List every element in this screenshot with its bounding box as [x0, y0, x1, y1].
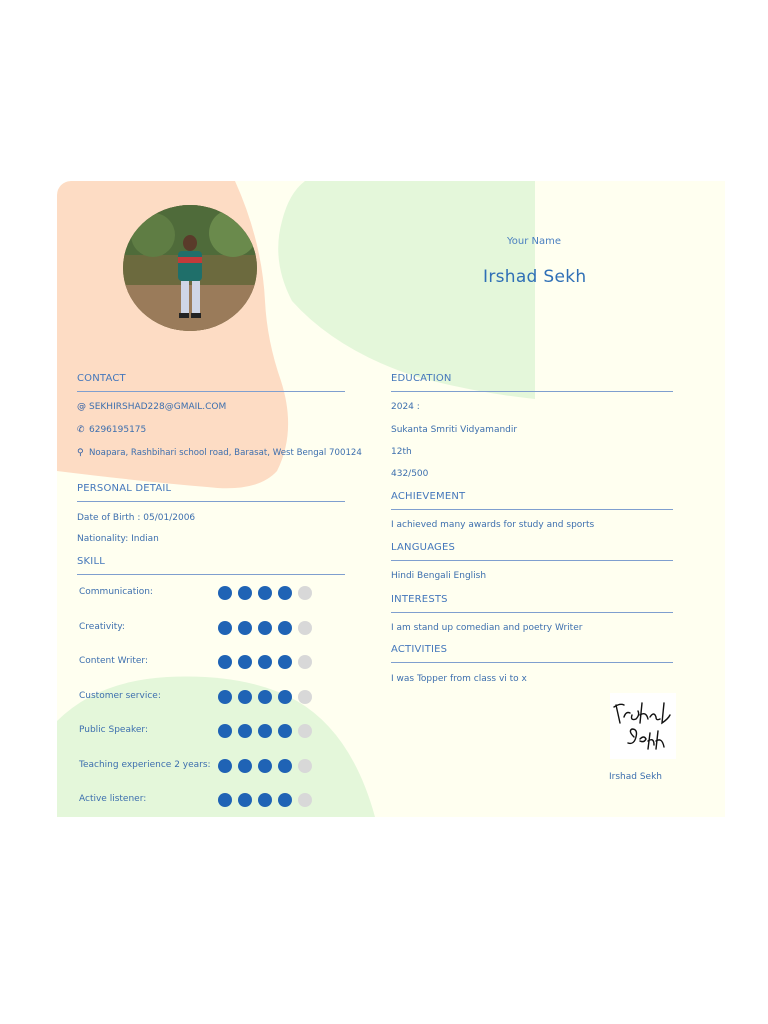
rating-dot-filled — [238, 690, 252, 704]
rating-dot-filled — [258, 690, 272, 704]
date-of-birth: Date of Birth : 05/01/2006 — [77, 513, 196, 523]
achievement-text: I achieved many awards for study and sports — [391, 520, 595, 530]
rating-dot-filled — [258, 621, 272, 635]
interests-text: I am stand up comedian and poetry Writer — [391, 623, 583, 633]
rating-dot-filled — [218, 724, 232, 738]
at-icon: @ — [77, 402, 86, 412]
rating-dot-filled — [278, 759, 292, 773]
rating-dot-filled — [218, 586, 232, 600]
rating-dot-filled — [218, 621, 232, 635]
contact-address-line — [77, 448, 362, 458]
skill-label: Active listener: — [79, 794, 147, 804]
nationality: Nationality: Indian — [77, 534, 159, 544]
interests-heading: INTERESTS — [391, 594, 448, 605]
divider — [391, 612, 673, 613]
rating-dot-filled — [238, 759, 252, 773]
rating-dot-filled — [238, 621, 252, 635]
skill-row — [79, 620, 329, 636]
education-heading: EDUCATION — [391, 373, 452, 384]
skill-row — [79, 585, 329, 601]
education-grade: 12th — [391, 447, 412, 457]
achievement-heading: ACHIEVEMENT — [391, 491, 466, 502]
rating-dot-empty — [298, 759, 312, 773]
divider — [391, 560, 673, 561]
skill-label: Public Speaker: — [79, 725, 148, 735]
skill-rating — [218, 723, 318, 742]
contact-email: SEKHIRSHAD228@GMAIL.COM — [89, 402, 227, 412]
rating-dot-filled — [278, 793, 292, 807]
education-school: Sukanta Smriti Vidyamandir — [391, 425, 518, 435]
languages-text: Hindi Bengali English — [391, 571, 487, 581]
skill-label: Communication: — [79, 587, 153, 597]
location-pin-icon: ⚲ — [77, 448, 84, 458]
rating-dot-empty — [298, 724, 312, 738]
divider — [391, 509, 673, 510]
skill-rating — [218, 585, 318, 604]
skill-row — [79, 792, 329, 808]
rating-dot-empty — [298, 655, 312, 669]
contact-email-line — [77, 402, 226, 412]
full-name: Irshad Sekh — [483, 267, 587, 287]
skill-rating — [218, 620, 318, 639]
contact-address: Noapara, Rashbihari school road, Barasat, West Bengal 700124 — [89, 448, 362, 458]
signature-caption: Irshad Sekh — [609, 772, 663, 782]
rating-dot-filled — [278, 690, 292, 704]
rating-dot-filled — [278, 655, 292, 669]
skill-label: Content Writer: — [79, 656, 148, 666]
skill-row — [79, 689, 329, 705]
rating-dot-filled — [238, 724, 252, 738]
rating-dot-filled — [258, 724, 272, 738]
contact-heading: CONTACT — [77, 373, 126, 384]
rating-dot-filled — [258, 655, 272, 669]
skill-row — [79, 723, 329, 739]
skill-heading: SKILL — [77, 556, 105, 567]
rating-dot-empty — [298, 621, 312, 635]
name-label: Your Name — [507, 236, 562, 247]
skill-rating — [218, 689, 318, 708]
rating-dot-filled — [218, 690, 232, 704]
education-year: 2024 : — [391, 402, 420, 412]
rating-dot-filled — [278, 621, 292, 635]
signature-image — [610, 693, 676, 759]
rating-dot-empty — [298, 586, 312, 600]
skill-label: Teaching experience 2 years: — [79, 759, 211, 770]
skill-rating — [218, 654, 318, 673]
activities-text: I was Topper from class vi to x — [391, 674, 527, 684]
skill-row — [79, 654, 329, 670]
divider — [77, 501, 345, 502]
personal-heading: PERSONAL DETAIL — [77, 483, 172, 494]
rating-dot-filled — [218, 759, 232, 773]
rating-dot-filled — [218, 655, 232, 669]
rating-dot-filled — [278, 724, 292, 738]
skill-rating — [218, 758, 318, 777]
rating-dot-empty — [298, 793, 312, 807]
rating-dot-filled — [258, 793, 272, 807]
skill-label: Creativity: — [79, 621, 125, 632]
rating-dot-filled — [238, 586, 252, 600]
rating-dot-filled — [238, 655, 252, 669]
divider — [391, 662, 673, 663]
contact-phone: 6296195175 — [89, 425, 147, 435]
phone-icon: ✆ — [77, 425, 85, 435]
languages-heading: LANGUAGES — [391, 542, 456, 553]
divider — [77, 391, 345, 392]
rating-dot-filled — [218, 793, 232, 807]
rating-dot-filled — [278, 586, 292, 600]
skill-rating — [218, 792, 318, 811]
profile-photo — [123, 205, 257, 331]
resume-page — [57, 181, 725, 817]
contact-phone-line — [77, 425, 146, 435]
divider — [391, 391, 673, 392]
divider — [77, 574, 345, 575]
rating-dot-empty — [298, 690, 312, 704]
skill-label: Customer service: — [79, 690, 161, 701]
rating-dot-filled — [258, 586, 272, 600]
skill-row — [79, 758, 329, 774]
education-marks: 432/500 — [391, 469, 429, 479]
activities-heading: ACTIVITIES — [391, 644, 448, 655]
rating-dot-filled — [258, 759, 272, 773]
rating-dot-filled — [238, 793, 252, 807]
